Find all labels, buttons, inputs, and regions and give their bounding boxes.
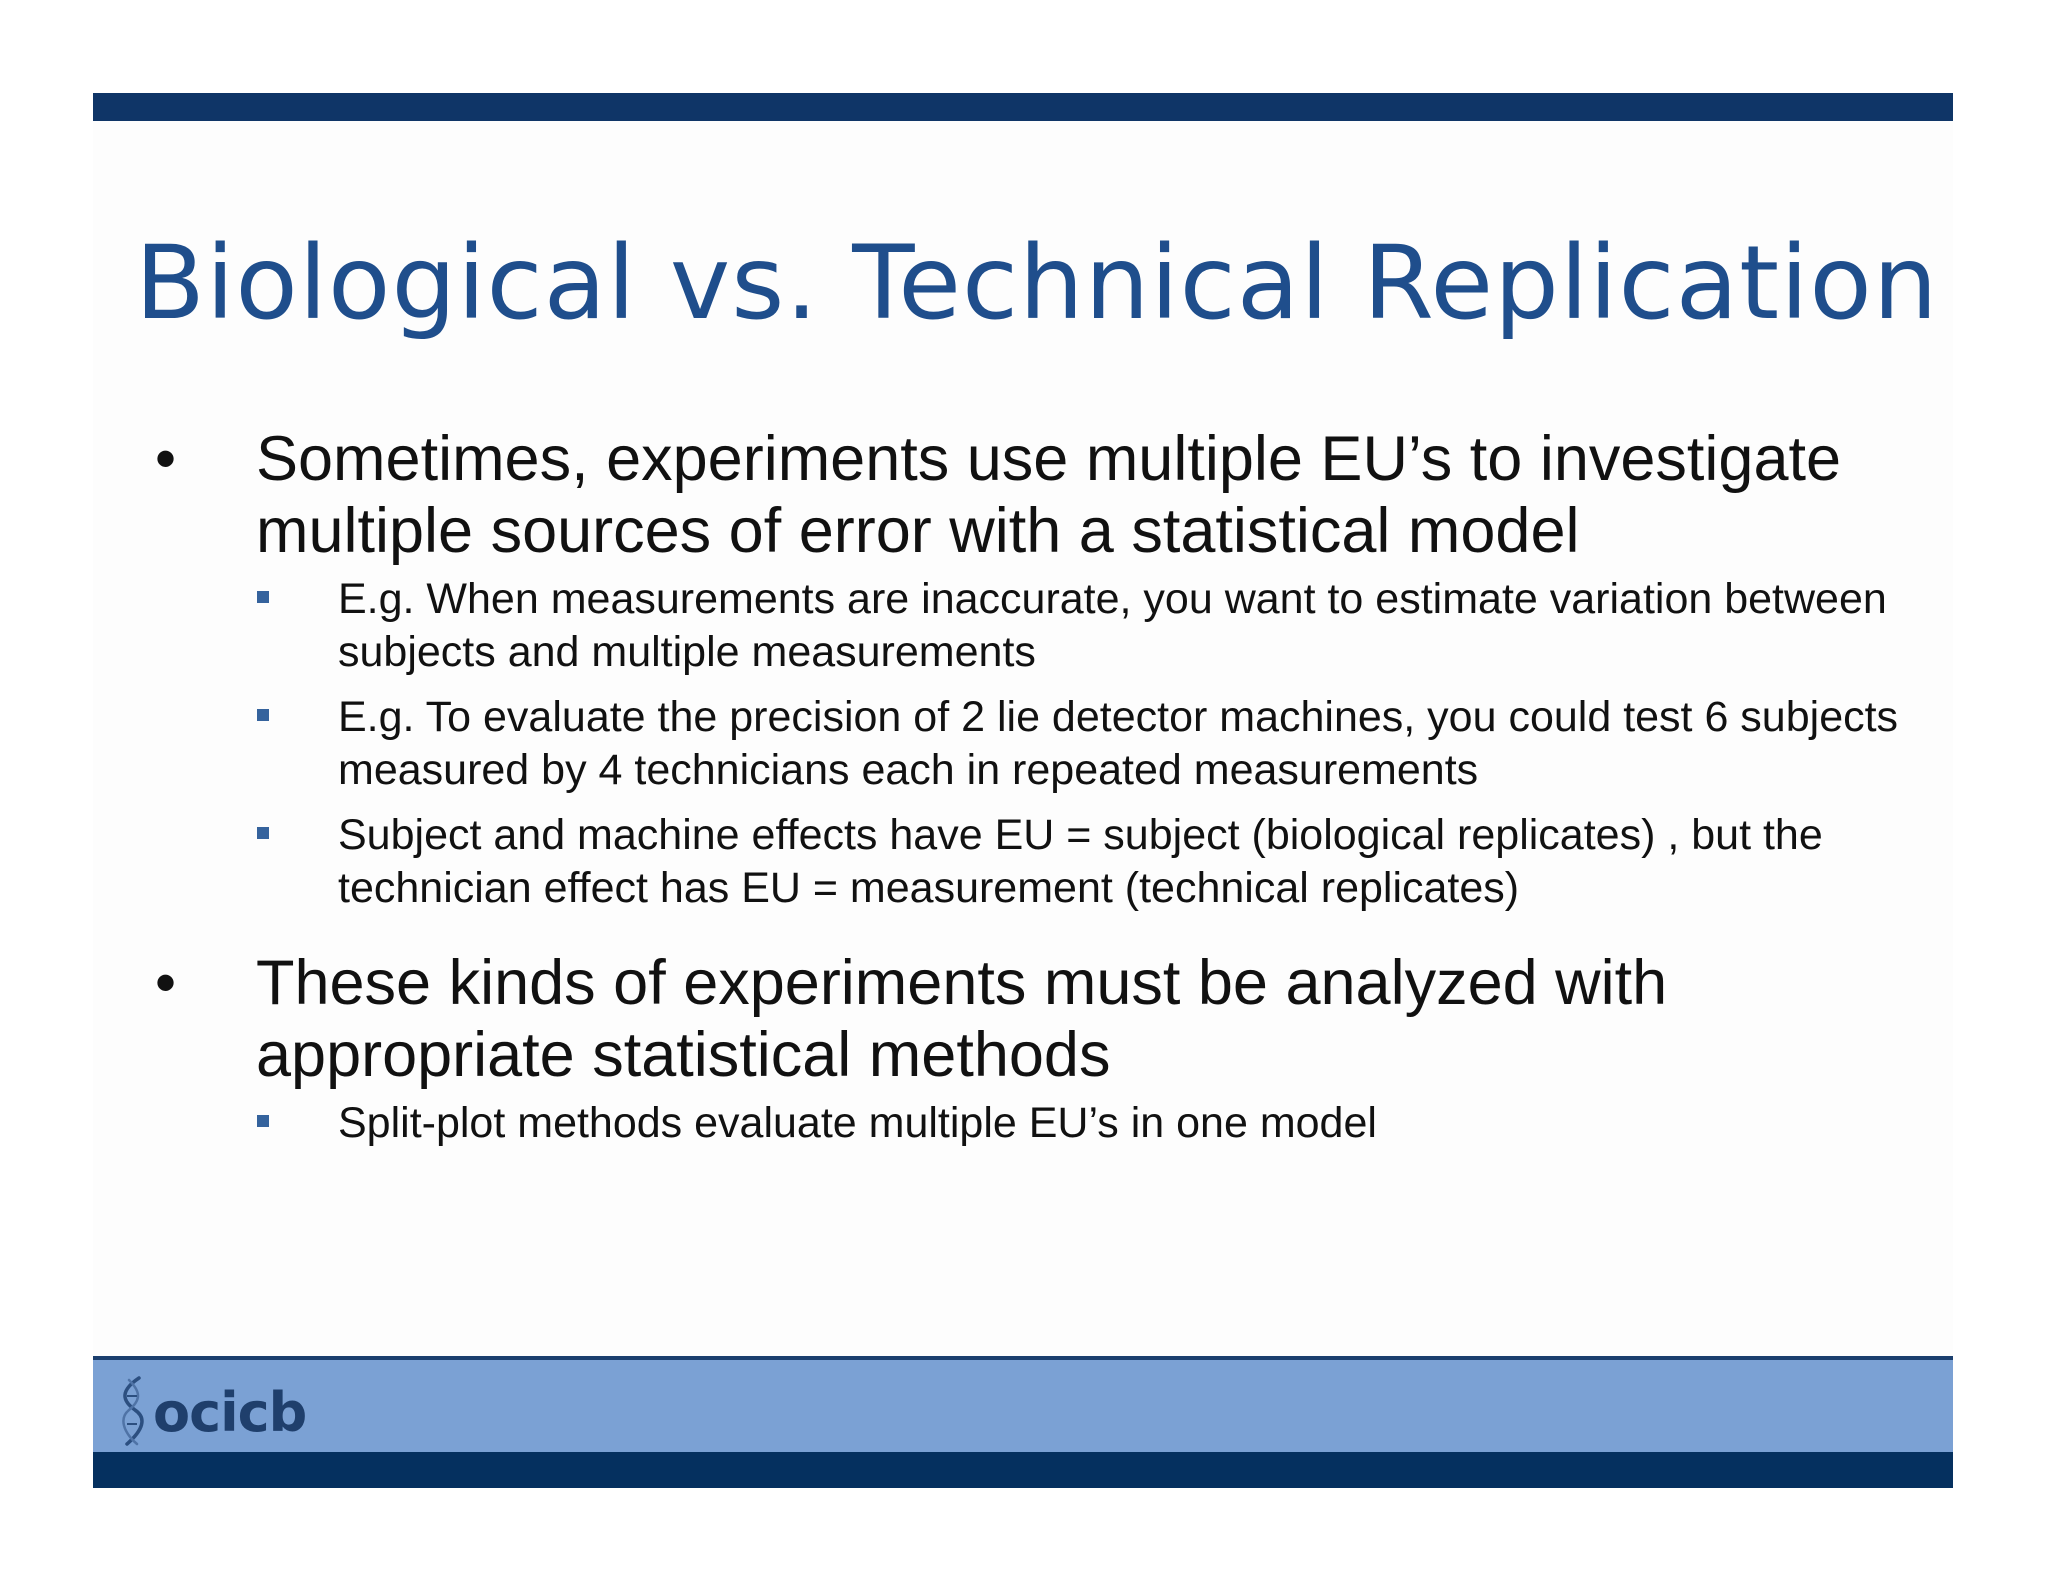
square-bullet-icon	[257, 827, 269, 839]
bullet-dot-icon: •	[155, 425, 177, 492]
bullet-item	[155, 423, 1915, 567]
sub-bullet-item	[155, 691, 1915, 797]
ocicb-logo	[115, 1372, 306, 1452]
sub-bullet-text: Subject and machine effects have EU = subject (biological replicates) , but the technician effect has EU = measurement (technical replicates)	[338, 811, 1823, 912]
sub-bullet-item	[155, 1097, 1915, 1150]
footer-bottom-bar	[93, 1452, 1953, 1488]
sub-bullet-text: E.g. To evaluate the precision of 2 lie detector machines, you could test 6 subjects measured by 4 technicians each in repeated measurements	[338, 693, 1899, 794]
sub-bullet-item	[155, 573, 1915, 679]
sub-bullet-list	[155, 573, 1915, 915]
sub-bullet-list	[155, 1097, 1915, 1150]
footer-band	[93, 1360, 1953, 1452]
slide	[93, 93, 1953, 1488]
bullet-text: Sometimes, experiments use multiple EU’s to investigate multiple sources of error with a statistical model	[256, 424, 1842, 566]
square-bullet-icon	[257, 591, 269, 603]
slide-title: Biological vs. Technical Replication	[135, 224, 1939, 343]
sub-bullet-text: E.g. When measurements are inaccurate, you want to estimate variation between subjects and multiple measurements	[338, 575, 1887, 676]
sub-bullet-text: Split-plot methods evaluate multiple EU’s in one model	[338, 1099, 1377, 1147]
sub-bullet-item	[155, 809, 1915, 915]
square-bullet-icon	[257, 1115, 269, 1127]
footer	[93, 1356, 1953, 1488]
logo-text: ocicb	[153, 1380, 307, 1444]
slide-body	[155, 423, 1915, 1162]
dna-helix-icon	[115, 1374, 151, 1450]
bullet-dot-icon: •	[155, 949, 177, 1016]
top-bar	[93, 93, 1953, 121]
square-bullet-icon	[257, 709, 269, 721]
bullet-item	[155, 947, 1915, 1091]
bullet-text: These kinds of experiments must be analyzed with appropriate statistical methods	[256, 948, 1668, 1090]
